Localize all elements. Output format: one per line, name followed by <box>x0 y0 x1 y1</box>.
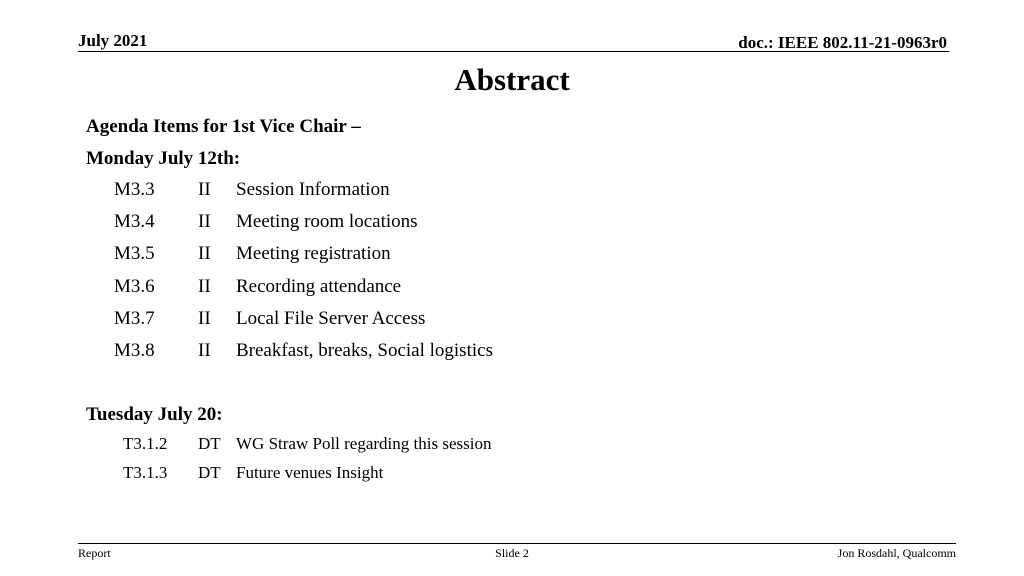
agenda-item <box>114 340 493 364</box>
header-doc-id: doc.: IEEE 802.11-21-0963r0 <box>738 33 947 52</box>
header-date: July 2021 <box>78 31 148 50</box>
item-text: Meeting room locations <box>236 211 418 232</box>
item-type: II <box>198 243 211 264</box>
item-type: II <box>198 276 211 297</box>
item-number: M3.8 <box>114 340 155 361</box>
item-type: II <box>198 340 211 361</box>
item-text: Recording attendance <box>236 276 402 297</box>
footer-divider <box>78 543 956 544</box>
item-type: II <box>198 179 211 200</box>
agenda-item <box>114 463 383 487</box>
item-number: M3.4 <box>114 211 155 232</box>
agenda-item <box>114 434 491 458</box>
agenda-item <box>114 179 390 203</box>
item-type: DT <box>198 463 221 482</box>
agenda-item <box>114 243 391 267</box>
item-number: M3.7 <box>114 308 155 329</box>
item-text: Breakfast, breaks, Social logistics <box>236 340 493 361</box>
intro-heading: Agenda Items for 1st Vice Chair – <box>86 116 361 137</box>
item-number: M3.5 <box>114 243 155 264</box>
header-divider <box>78 51 949 52</box>
tuesday-heading: Tuesday July 20: <box>86 404 223 425</box>
item-text: Local File Server Access <box>236 308 426 329</box>
footer-slide-number: Slide 2 <box>495 546 529 560</box>
item-number: M3.6 <box>114 276 155 297</box>
item-text: WG Straw Poll regarding this session <box>236 434 492 453</box>
slide-title: Abstract <box>454 62 570 97</box>
item-text: Future venues Insight <box>236 463 384 482</box>
item-text: Meeting registration <box>236 243 391 264</box>
item-text: Session Information <box>236 179 390 200</box>
item-type: II <box>198 308 211 329</box>
item-type: DT <box>198 434 221 453</box>
item-type: II <box>198 211 211 232</box>
agenda-item <box>114 211 418 235</box>
agenda-item <box>114 276 401 300</box>
agenda-item <box>114 308 425 332</box>
item-number: T3.1.2 <box>123 434 168 453</box>
item-number: M3.3 <box>114 179 155 200</box>
footer-report: Report <box>78 546 111 560</box>
item-number: T3.1.3 <box>123 463 168 482</box>
footer-author: Jon Rosdahl, Qualcomm <box>837 546 956 560</box>
monday-heading: Monday July 12th: <box>86 148 241 169</box>
